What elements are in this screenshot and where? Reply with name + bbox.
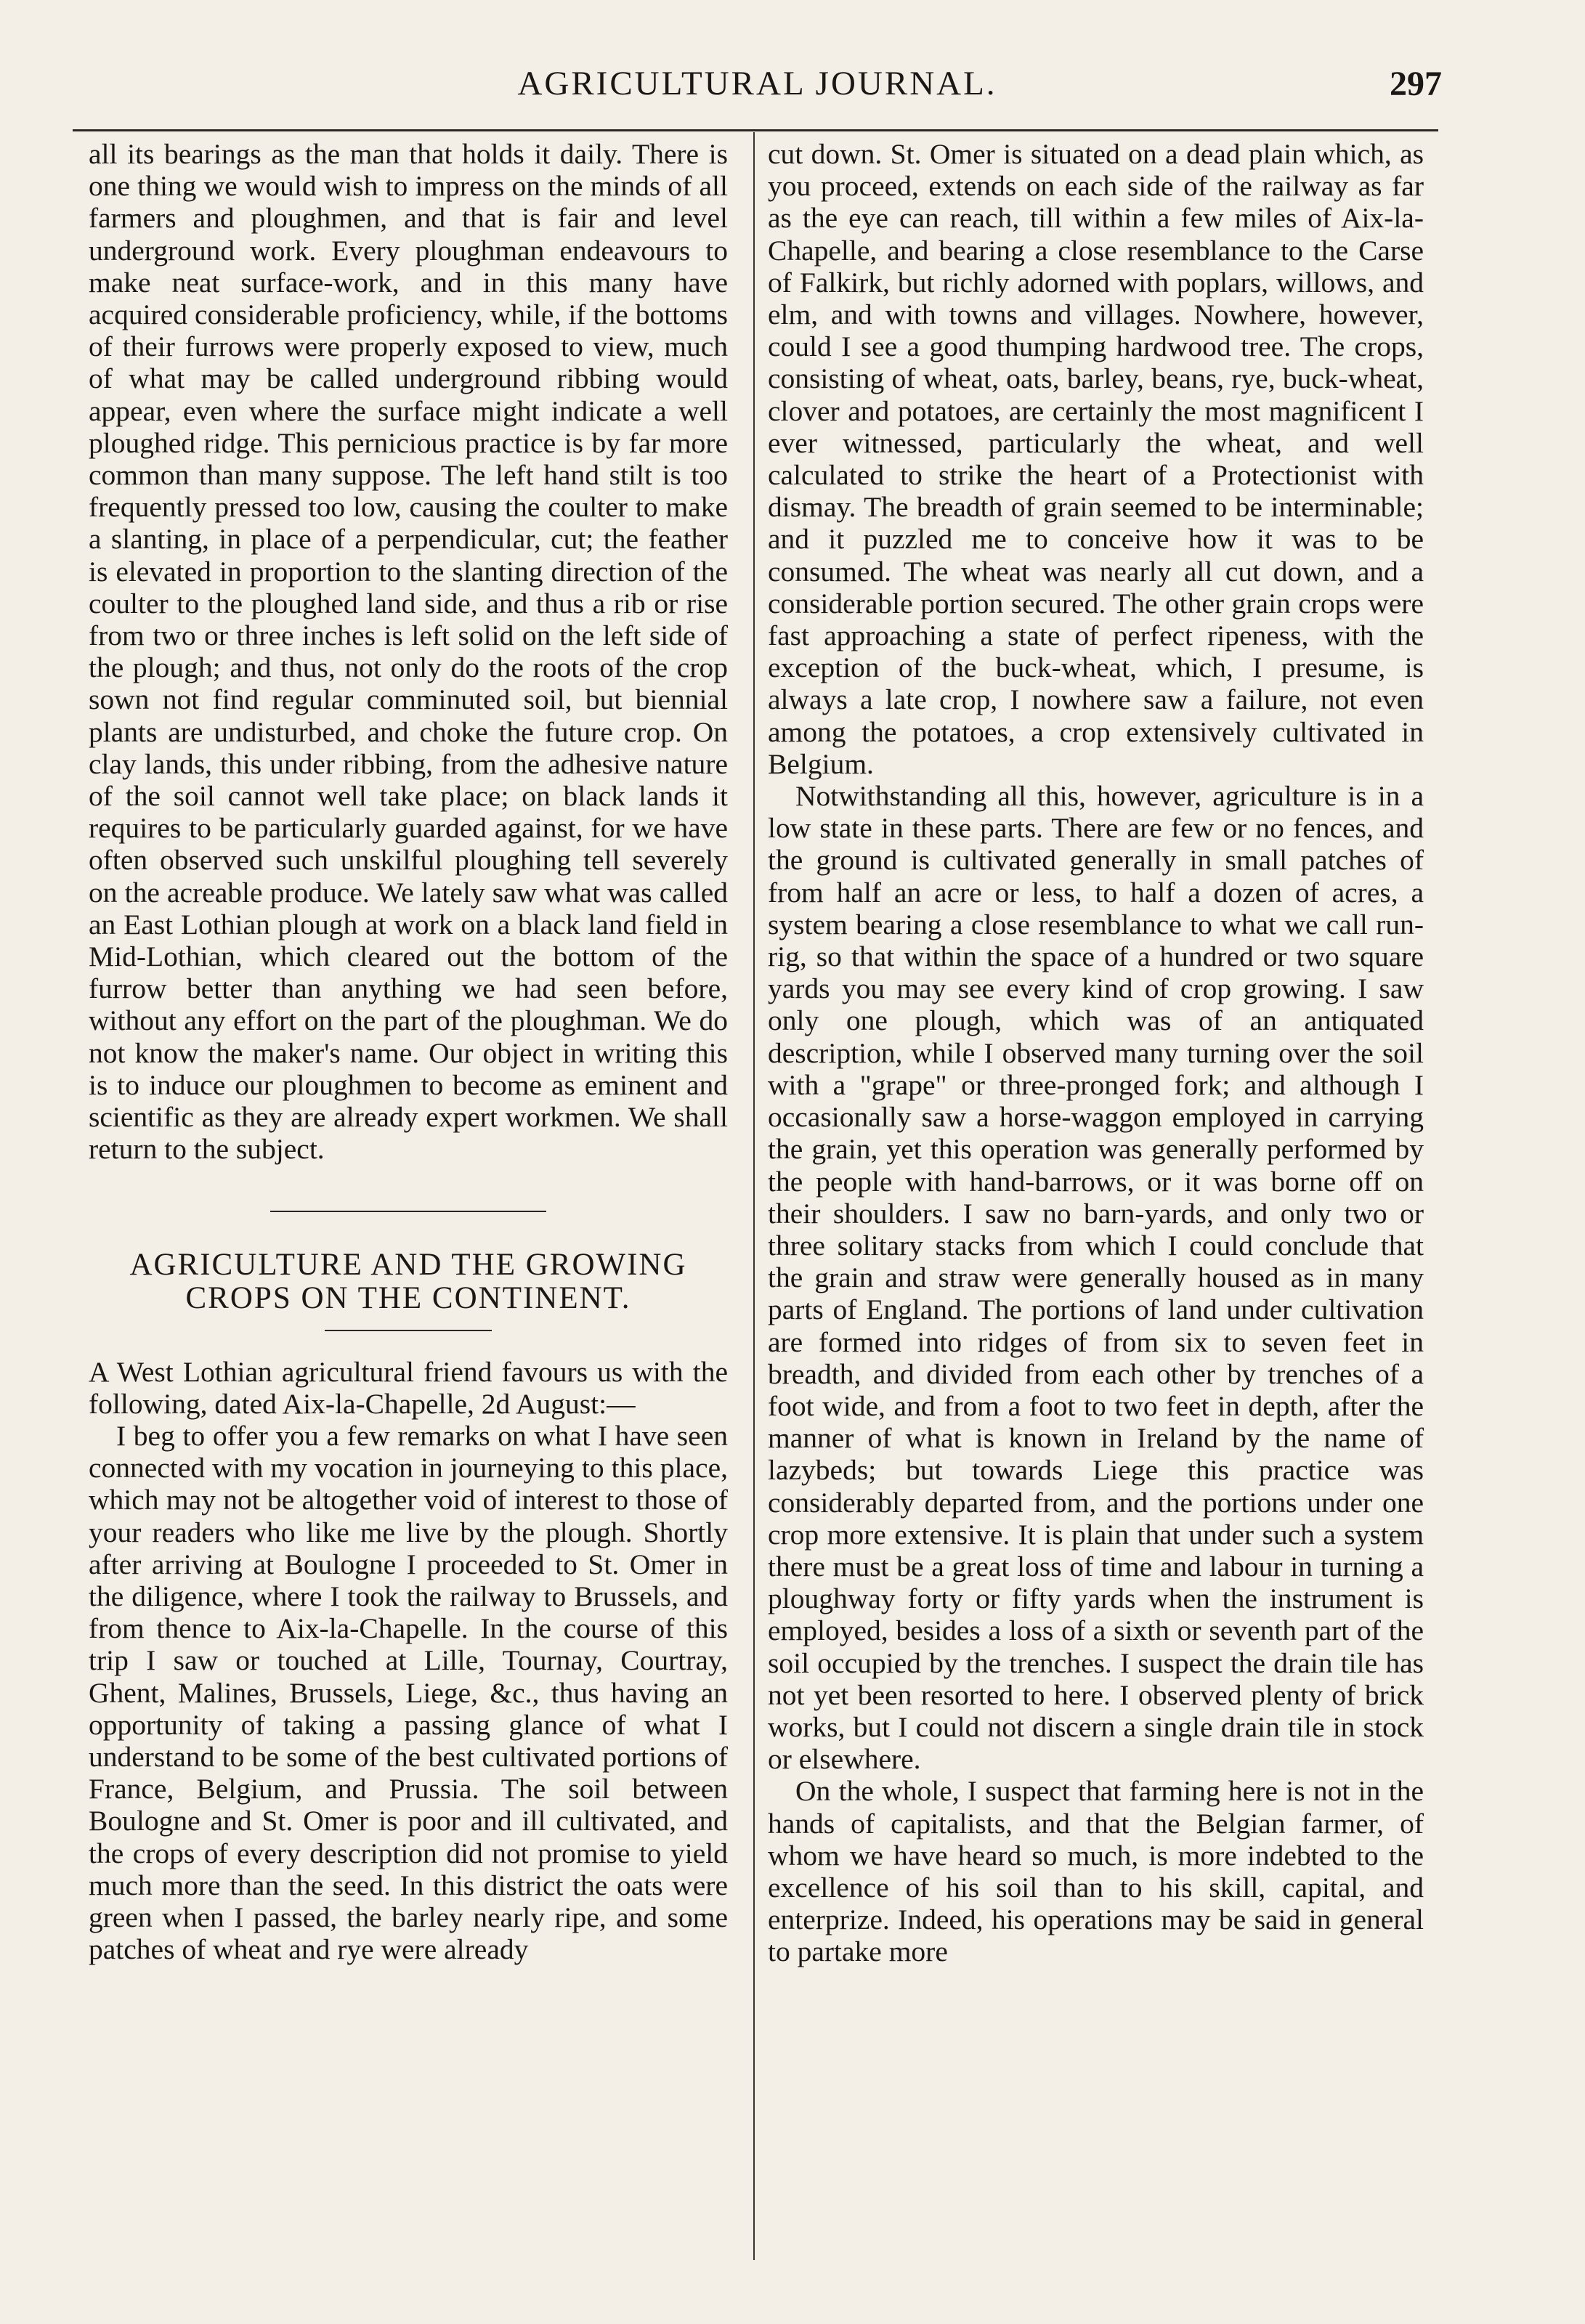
right-column bbox=[768, 138, 1424, 1968]
section-rule bbox=[270, 1211, 546, 1212]
letter-paragraph-3: On the whole, I suspect that farming here is not in the hands of capitalists, and that the Belgian farmer, of whom we have heard so much, is more indebted to the excellence of his soil than to his skill, capital, and enterprize. Indeed, his operations may be said in general to partake more bbox=[768, 1775, 1424, 1968]
heading-rule bbox=[325, 1330, 492, 1331]
left-column bbox=[89, 138, 728, 1965]
running-head bbox=[73, 64, 1442, 122]
letter-paragraph-2: Notwithstanding all this, however, agriculture is in a low state in these parts. There are few or no fences, and the ground is cultivated generally in small patches of from half an acre or less, to half a dozen of acres, a system bearing a close resemblance to what we call run-rig, so that within the space of a hundred or two square yards you may see every kind of crop growing. I saw only one plough, which was of an antiquated description, while I observed many turning over the soil with a "grape" or three-pronged fork; and although I occasionally saw a horse-waggon employed in carrying the grain, yet this operation was generally performed by the people with hand-barrows, or it was borne off on their shoulders. I saw no barn-yards, and only two or three solitary stacks from which I could conclude that the grain and straw were generally housed as in many parts of England. The portions of land under cultivation are formed into ridges of from six to seven feet in breadth, and divided from each other by trenches of a foot wide, and from a foot to two feet in depth, after the manner of what is known in Ireland by the name of lazybeds; but towards Liege this practice was considerably departed from, and the portions under one crop more extensive. It is plain that under such a system there must be a great loss of time and labour in turning a ploughway forty or fifty yards when the instrument is employed, besides a loss of a sixth or seventh part of the soil occupied by the trenches. I suspect the drain tile has not yet been resorted to here. I observed plenty of brick works, but I could not discern a single drain tile in stock or elsewhere. bbox=[768, 780, 1424, 1776]
header-rule bbox=[73, 129, 1438, 131]
letter-intro: A West Lothian agricultural friend favours us with the following, dated Aix-la-Chapelle, 2d August:— bbox=[89, 1355, 728, 1420]
letter-paragraph-1: I beg to offer you a few remarks on what I have seen connected with my vocation in journeying to this place, which may not be altogether void of interest to those of your readers who like me live by the plough. Shortly after arriving at Boulogne I proceeded to St. Omer in the diligence, where I took the railway to Brussels, and from thence to Aix-la-Chapelle. In the course of this trip I saw or touched at Lille, Tournay, Courtray, Ghent, Malines, Brussels, Liege, &c., thus having an opportunity of taking a passing glance of what I understand to be some of the best cultivated portions of France, Belgium, and Prussia. The soil between Boulogne and St. Omer is poor and ill cultivated, and the crops of every description did not promise to yield much more than the seed. In this district the oats were green when I passed, the barley nearly ripe, and some patches of wheat and rye were already bbox=[89, 1419, 728, 1966]
section-heading: AGRICULTURE AND THE GROWING CROPS ON THE CONTINENT. bbox=[129, 1247, 687, 1315]
journal-title: AGRICULTURAL JOURNAL. bbox=[517, 65, 997, 102]
ploughing-paragraph: all its bearings as the man that holds it daily. There is one thing we would wish to impress on the minds of all farmers and ploughmen, and that is fair and level underground work. Every ploughman endeavours to make neat surface-work, and in this many have acquired considerable proficiency, while, if the bottoms of their furrows were properly exposed to view, much of what may be called underground ribbing would appear, even where the surface might indicate a well ploughed ridge. This pernicious practice is by far more common than many suppose. The left hand stilt is too frequently pressed too low, causing the coulter to make a slanting, in place of a perpendicular, cut; the feather is elevated in proportion to the slanting direction of the coulter to the ploughed land side, and thus a rib or rise from two or three inches is left solid on the left side of the plough; and thus, not only do the roots of the crop sown not find regular comminuted soil, but biennial plants are undisturbed, and choke the future crop. On clay lands, this under ribbing, from the adhesive nature of the soil cannot well take place; on black lands it requires to be particularly guarded against, for we have often observed such unskilful ploughing tell severely on the acreable produce. We lately saw what was called an East Lothian plough at work on a black land field in Mid-Lothian, which cleared out the bottom of the furrow better than anything we had seen before, without any effort on the part of the ploughman. We do not know the maker's name. Our object in writing this is to induce our ploughmen to become as eminent and scientific as they are already expert workmen. We shall return to the subject. bbox=[89, 138, 728, 1166]
page-number: 297 bbox=[1390, 65, 1442, 103]
column-divider bbox=[753, 132, 755, 2260]
letter-paragraph-continued: cut down. St. Omer is situated on a dead plain which, as you proceed, extends on each side of the railway as far as the eye can reach, till within a few miles of Aix-la-Chapelle, and bearing a close resemblance to the Carse of Falkirk, but richly adorned with poplars, willows, and elm, and with towns and villages. Nowhere, however, could I see a good thumping hardwood tree. The crops, consisting of wheat, oats, barley, beans, rye, buck-wheat, clover and potatoes, are certainly the most magnificent I ever witnessed, particularly the wheat, and well calculated to strike the heart of a Protectionist with dismay. The breadth of grain seemed to be interminable; and it puzzled me to conceive how it was to be consumed. The wheat was nearly all cut down, and a considerable portion secured. The other grain crops were fast approaching a state of perfect ripeness, with the exception of the buck-wheat, which, I presume, is always a late crop, I nowhere saw a failure, not even among the potatoes, a crop extensively cultivated in Belgium. bbox=[768, 138, 1424, 780]
